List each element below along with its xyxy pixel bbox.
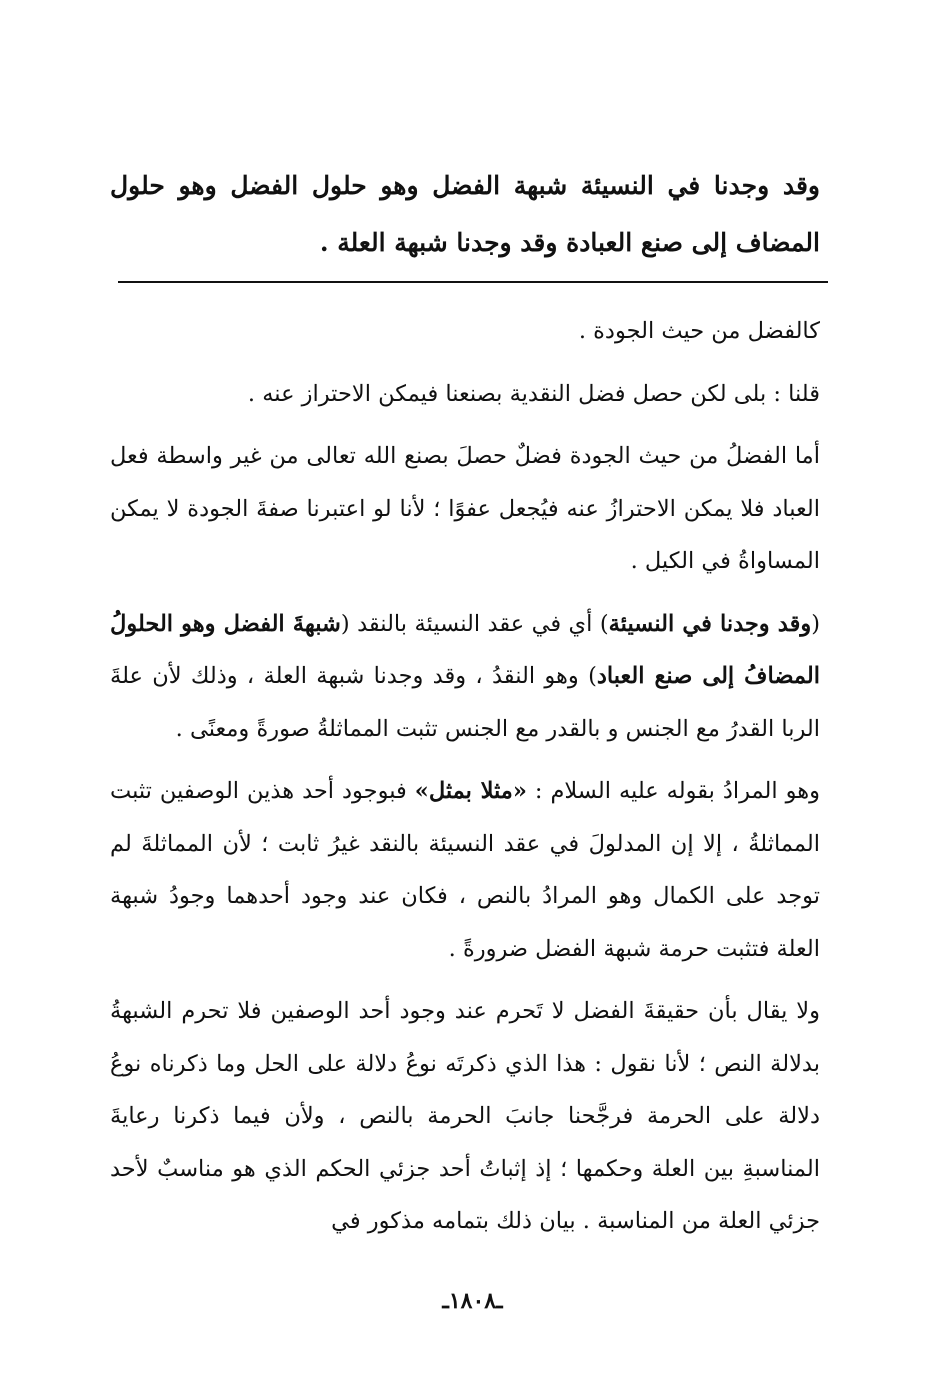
separator-line (118, 281, 828, 283)
matn-text (110, 157, 820, 281)
hadith-quote: «مثلا بمثل» (414, 778, 527, 804)
bracket: ( (811, 610, 820, 637)
matn-paragraph: وقد وجدنا في النسيئة شبهة الفضل وهو حلول الفضل وهو حلول المضاف إلى صنع العبادة وقد وجدنا شبهة العلة . (110, 171, 820, 257)
quoted-matn: وقد وجدنا في النسيئة (608, 610, 812, 637)
sharh-paragraph-1: كالفضل من حيث الجودة . (578, 318, 820, 344)
bracket: ) (588, 663, 597, 689)
commentary: وهو النقدُ ، وقد وجدنا شبهة العلة ، وذلك لأن علةَ الربا القدرُ مع الجنس و بالقدر مع الجنس تثبت المماثلةُ صورةً ومعنًى . (110, 663, 820, 742)
sharh-paragraph-6: ولا يقال بأن حقيقةَ الفضل لا تَحرم عند وجود أحد الوصفين فلا تحرم الشبهةُ بدلالة النص ؛ لأنا نقول : هذا الذي ذكرتَه نوعُ دلالة على الحل وما ذكرناه نوعُ دلالة على الحرمة فرجَّحنا جانبَ الحرمة بالنص ، ولأن فيما ذكرنا رعايةَ المناسبةِ بين العلة وحكمها ؛ إذ إثباتُ أحد جزئي الحكم الذي هو مناسبٌ لأحد جزئي العلة من المناسبة . بيان ذلك بتمامه مذكور في (110, 998, 820, 1234)
bracket: ) (599, 610, 609, 637)
sharh-paragraph-4 (110, 598, 820, 756)
sharh-paragraph-5 (110, 765, 820, 975)
commentary: فبوجود أحد هذين الوصفين تثبت المماثلةُ ، إلا إن المدلولَ في عقد النسيئة بالنقد غيرُ ثابت ؛ لأن المماثلةَ لم توجد على الكمال وهو المرادُ بالنص ، فكان عند وجود أحدهما وجودُ شبهة العلة فتثبت حرمة شبهة الفضل ضرورةً . (110, 778, 820, 962)
quoted-matn: شبهةَ الفضل وهو الحلولُ المضافُ إلى صنع العباد (110, 610, 820, 689)
bracket: ( (340, 610, 350, 637)
commentary: أي في عقد النسيئة بالنقد (349, 610, 600, 637)
sharh-paragraph-2: قلنا : بلى لكن حصل فضل النقدية بصنعنا فيمكن الاحتراز عنه . (247, 380, 820, 407)
page-number: ـ١٨٠٨ـ (442, 1288, 503, 1314)
sharh-paragraph-3: أما الفضلُ من حيث الجودة فضلٌ حصلَ بصنع الله تعالى من غير واسطة فعل العباد فلا يمكن الاحترازُ عنه فيُجعل عفوًا ؛ لأنا لو اعتبرنا صفةَ الجودة لا يمكن المساواةُ في الكيل . (110, 443, 820, 574)
sharh-text (110, 305, 820, 1258)
commentary: وهو المرادُ بقوله عليه السلام : (526, 778, 820, 804)
